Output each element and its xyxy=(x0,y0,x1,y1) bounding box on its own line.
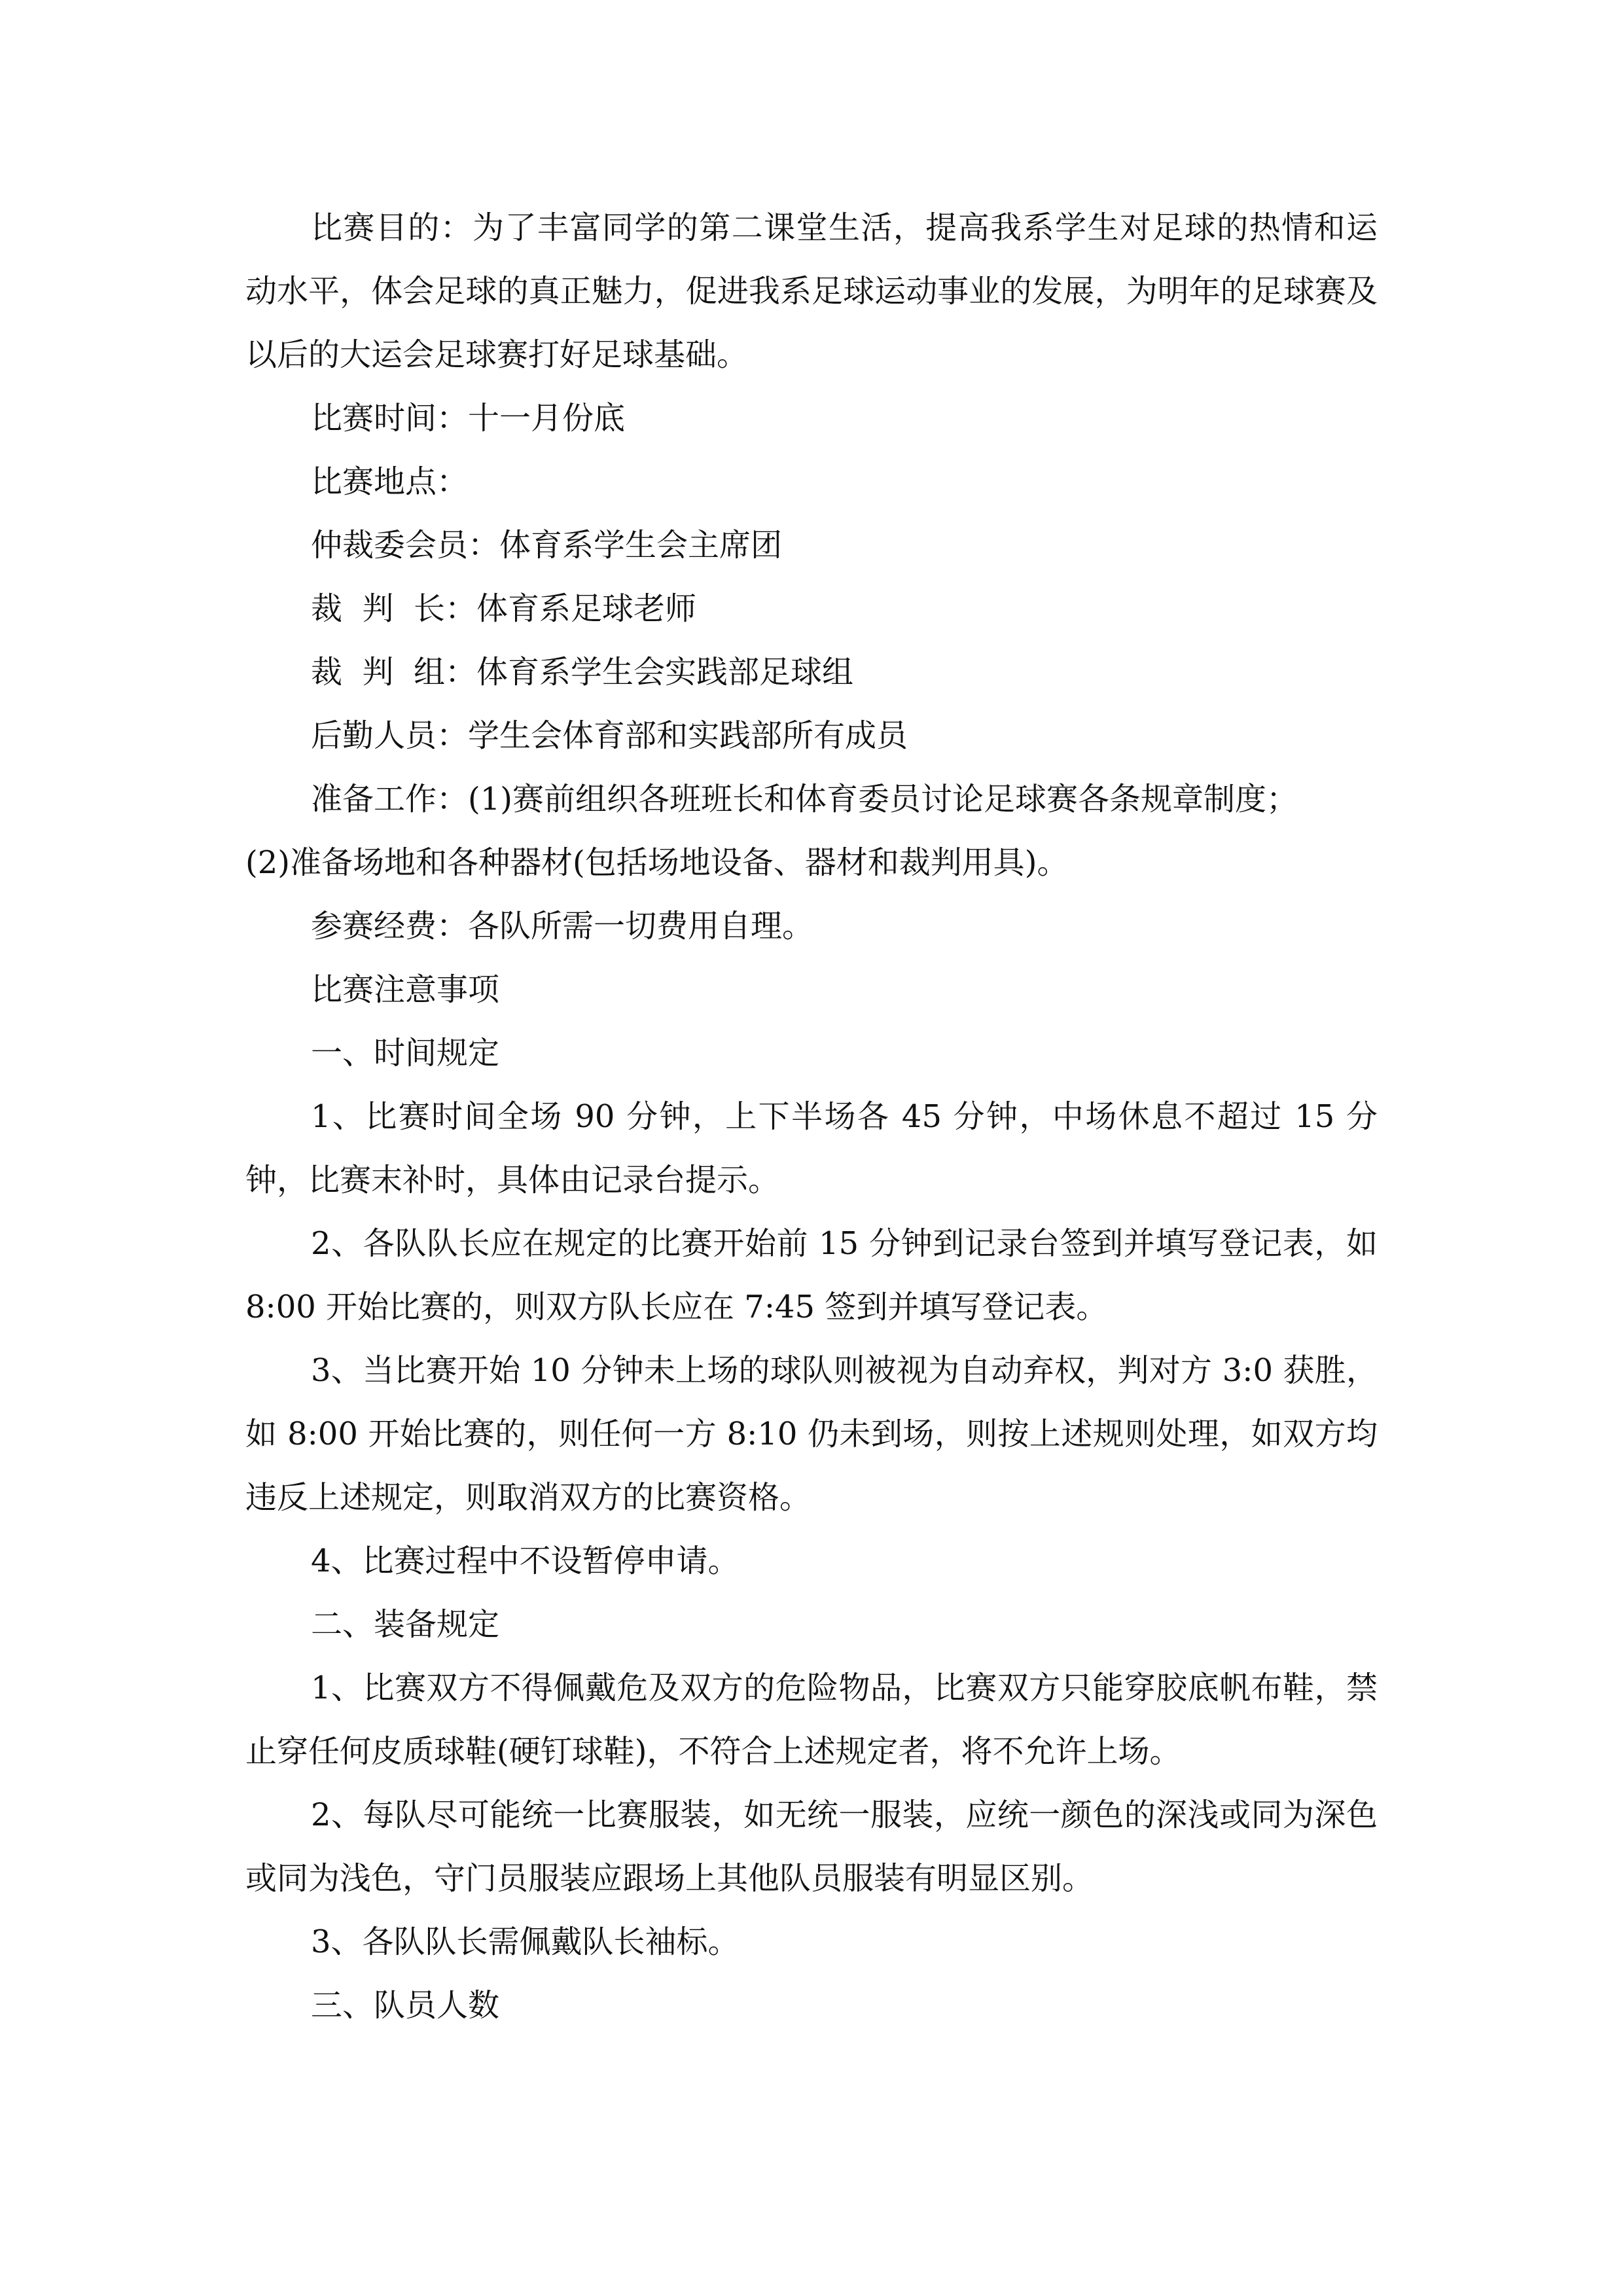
heading-notes: 比赛注意事项 xyxy=(311,971,500,1008)
paragraph-equipment-rule-2: 2、每队尽可能统一比赛服装，如无统一服装，应统一颜色的深浅或同为深色或同为浅色，守门员服装应跟场上其他队员服装有明显区别。 xyxy=(245,1797,1378,1897)
paragraph-equipment-rule-1: 1、比赛双方不得佩戴危及双方的危险物品，比赛双方只能穿胶底帆布鞋，禁止穿任何皮质球鞋(硬钉球鞋)，不符合上述规定者，将不允许上场。 xyxy=(245,1670,1378,1770)
paragraph-preparation-2: (2)准备场地和各种器材(包括场地设备、器材和裁判用具)。 xyxy=(245,844,1069,881)
paragraph-referee-group: 裁 判 组：体育系学生会实践部足球组 xyxy=(311,654,854,691)
paragraph-equipment-rule-3: 3、各队队长需佩戴队长袖标。 xyxy=(311,1924,740,1960)
paragraph-time-rule-3: 3、当比赛开始 10 分钟未上场的球队则被视为自动弃权，判对方 3:0 获胜，如 8:00 开始比赛的，则任何一方 8:10 仍未到场，则按上述规则处理，如双方均违反上述规定，则取消双方的比赛资格。 xyxy=(245,1352,1378,1516)
heading-equipment-rules: 二、装备规定 xyxy=(311,1606,500,1643)
paragraph-logistics: 后勤人员：学生会体育部和实践部所有成员 xyxy=(311,717,908,754)
paragraph-time: 比赛时间：十一月份底 xyxy=(311,400,626,437)
paragraph-time-rule-2: 2、各队队长应在规定的比赛开始前 15 分钟到记录台签到并填写登记表，如 8:00 开始比赛的，则双方队长应在 7:45 签到并填写登记表。 xyxy=(245,1225,1378,1325)
paragraph-chief-referee: 裁 判 长：体育系足球老师 xyxy=(311,590,697,627)
heading-player-count: 三、队员人数 xyxy=(311,1987,500,2024)
paragraph-preparation: 准备工作：(1)赛前组织各班班长和体育委员讨论足球赛各条规章制度； xyxy=(311,781,1298,817)
heading-time-rules: 一、时间规定 xyxy=(311,1035,500,1071)
document-body xyxy=(245,196,1378,2037)
paragraph-arbitration: 仲裁委会员：体育系学生会主席团 xyxy=(311,527,783,564)
paragraph-time-rule-4: 4、比赛过程中不设暂停申请。 xyxy=(311,1543,740,1579)
paragraph-purpose: 比赛目的：为了丰富同学的第二课堂生活，提高我系学生对足球的热情和运动水平，体会足球的真正魅力，促进我系足球运动事业的发展，为明年的足球赛及以后的大运会足球赛打好足球基础。 xyxy=(245,209,1378,373)
paragraph-fees: 参赛经费：各队所需一切费用自理。 xyxy=(311,908,814,944)
paragraph-time-rule-1: 1、比赛时间全场 90 分钟，上下半场各 45 分钟，中场休息不超过 15 分钟，比赛末补时，具体由记录台提示。 xyxy=(245,1098,1378,1198)
paragraph-location: 比赛地点： xyxy=(311,463,469,500)
